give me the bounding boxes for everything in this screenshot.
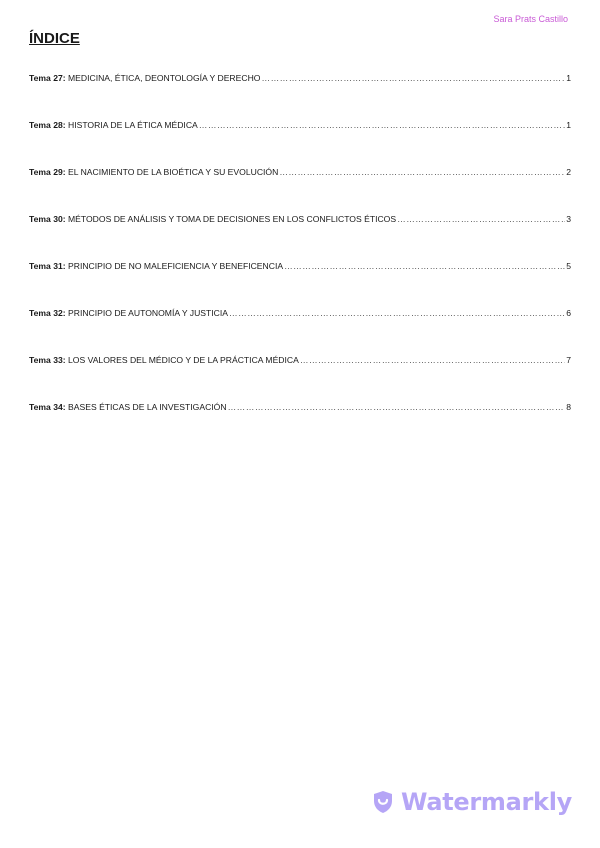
toc-entry-number: Tema 33: [29, 355, 66, 365]
toc-entry-title: PRINCIPIO DE NO MALEFICIENCIA Y BENEFICENCIA [68, 261, 284, 271]
watermark-text: Watermarkly [401, 788, 572, 816]
toc-entry-label [29, 355, 299, 365]
toc-entry[interactable] [29, 73, 571, 120]
toc-leader-dots [397, 214, 565, 224]
toc-entry-page: 1 [566, 73, 571, 83]
toc-entry[interactable] [29, 120, 571, 167]
toc-entry-label [29, 167, 278, 177]
toc-entry-title: HISTORIA DE LA ÉTICA MÉDICA [68, 120, 198, 130]
toc-entry-page: 6 [566, 308, 571, 318]
page-title: ÍNDICE [29, 30, 80, 47]
author-name: Sara Prats Castillo [493, 14, 568, 24]
table-of-contents [29, 73, 571, 449]
toc-entry-title: LOS VALORES DEL MÉDICO Y DE LA PRÁCTICA MÉDICA [68, 355, 299, 365]
toc-entry-label [29, 261, 283, 271]
toc-entry-title: EL NACIMIENTO DE LA BIOÉTICA Y SU EVOLUCIÓN [68, 167, 279, 177]
toc-entry[interactable] [29, 214, 571, 261]
toc-entry-page: 2 [566, 167, 571, 177]
toc-entry-number: Tema 28: [29, 120, 66, 130]
toc-leader-dots [199, 120, 565, 130]
toc-leader-dots [229, 308, 565, 318]
toc-entry[interactable] [29, 355, 571, 402]
shield-icon [372, 790, 394, 814]
toc-entry-title: PRINCIPIO DE AUTONOMÍA Y JUSTICIA [68, 308, 228, 318]
toc-entry-label [29, 308, 228, 318]
toc-entry-label [29, 214, 396, 224]
toc-entry[interactable] [29, 167, 571, 214]
toc-leader-dots [228, 402, 566, 412]
toc-entry-page: 8 [566, 402, 571, 412]
toc-entry-number: Tema 34: [29, 402, 66, 412]
toc-entry-number: Tema 27: [29, 73, 66, 83]
toc-entry-title: MEDICINA, ÉTICA, DEONTOLOGÍA Y DERECHO [68, 73, 261, 83]
toc-leader-dots [300, 355, 565, 365]
toc-entry-page: 7 [566, 355, 571, 365]
toc-entry[interactable] [29, 261, 571, 308]
toc-entry-title: BASES ÉTICAS DE LA INVESTIGACIÓN [68, 402, 227, 412]
toc-entry-label [29, 73, 260, 83]
toc-entry-label [29, 402, 227, 412]
toc-entry-label [29, 120, 198, 130]
toc-entry-title: MÉTODOS DE ANÁLISIS Y TOMA DE DECISIONES EN LOS CONFLICTOS ÉTICOS [68, 214, 397, 224]
toc-entry-page: 1 [566, 120, 571, 130]
toc-leader-dots [284, 261, 565, 271]
toc-entry-page: 3 [566, 214, 571, 224]
watermark [372, 788, 572, 816]
toc-entry-number: Tema 32: [29, 308, 66, 318]
toc-entry-number: Tema 30: [29, 214, 66, 224]
toc-entry-number: Tema 31: [29, 261, 66, 271]
toc-entry[interactable] [29, 308, 571, 355]
toc-entry[interactable] [29, 402, 571, 449]
toc-entry-number: Tema 29: [29, 167, 66, 177]
toc-leader-dots [261, 73, 565, 83]
toc-leader-dots [279, 167, 565, 177]
toc-entry-page: 5 [566, 261, 571, 271]
